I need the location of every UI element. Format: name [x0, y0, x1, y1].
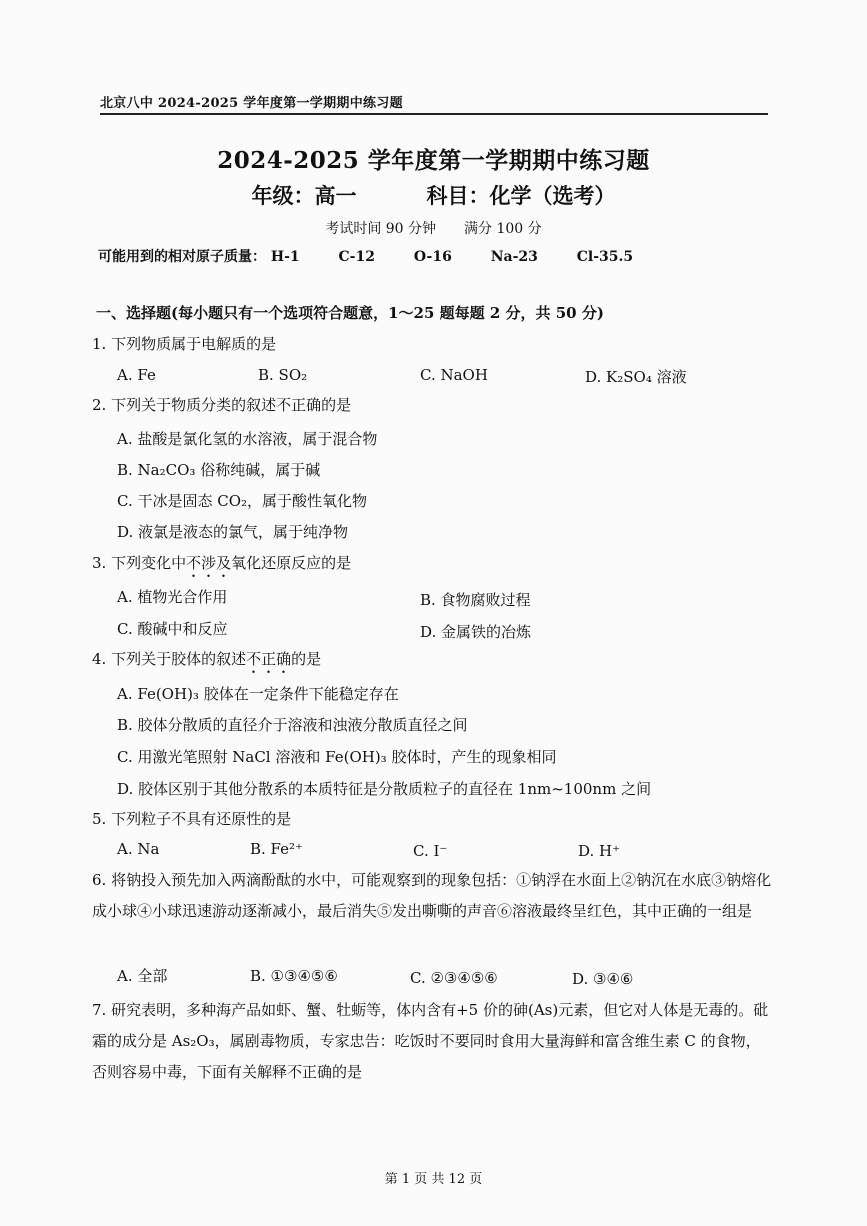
q5-option-b: B. Fe²⁺ — [250, 840, 303, 858]
q4-stem-post: 的是 — [291, 650, 322, 668]
q7-stem: 7. 研究表明，多种海产品如虾、蟹、牡蛎等，体内含有+5 价的砷(As)元素，但它对人体是无毒的。砒霜的成分是 As₂O₃，属剧毒物质，专家忠告：吃饭时不要同时食用大量海鲜和富含维生素 C 的食物，否则容易中毒，下面有关解释不正确的是 — [92, 1001, 769, 1081]
q4-option-a: A. Fe(OH)₃ 胶体在一定条件下能稳定存在 — [117, 685, 399, 703]
exam-time: 考试时间 90 分钟 — [325, 221, 437, 237]
q6-option-d: D. ③④⑥ — [572, 970, 634, 988]
q1-option-c: C. NaOH — [420, 366, 488, 384]
q6-stem: 6. 将钠投入预先加入两滴酚酞的水中，可能观察到的现象包括：①钠浮在水面上②钠沉在水底③钠熔化成小球④小球迅速游动逐渐减小，最后消失⑤发出嘶嘶的声音⑥溶液最终呈红色，其中正确的一组是 — [92, 871, 772, 920]
q1-option-b: B. SO₂ — [258, 366, 308, 384]
mass-cl: Cl-35.5 — [576, 249, 634, 265]
q4-stem — [92, 648, 321, 677]
q6-option-a: A. 全部 — [117, 967, 168, 985]
q3-stem-emphasis: 不涉及 — [186, 554, 232, 572]
q3-option-d: D. 金属铁的冶炼 — [420, 623, 532, 641]
q1-option-a: A. Fe — [117, 366, 156, 384]
q2-option-d: D. 液氯是液态的氯气，属于纯净物 — [117, 523, 349, 541]
q1-option-d: D. K₂SO₄ 溶液 — [585, 368, 687, 386]
masses-label: 可能用到的相对原子质量： — [98, 249, 266, 265]
q6-option-c: C. ②③④⑤⑥ — [410, 969, 498, 987]
q5-option-d: D. H⁺ — [578, 842, 621, 860]
q4-option-b: B. 胶体分散质的直径介于溶液和浊液分散质直径之间 — [117, 716, 468, 734]
exam-title: 2024-2025 学年度第一学期期中练习题 — [217, 147, 650, 174]
running-header: 北京八中 2024-2025 学年度第一学期期中练习题 — [100, 96, 403, 111]
mass-c: C-12 — [338, 249, 375, 265]
exam-subtitle — [0, 180, 867, 210]
page-footer: 第 1 页 共 12 页 — [384, 1172, 483, 1187]
q3-option-c: C. 酸碱中和反应 — [117, 620, 228, 638]
q5-stem: 5. 下列粒子不具有还原性的是 — [92, 810, 292, 828]
q3-stem-pre: 3. 下列变化中 — [92, 554, 187, 572]
q4-stem-pre: 4. 下列关于胶体的叙述 — [92, 650, 247, 668]
q4-stem-emphasis: 不正确 — [246, 650, 292, 668]
q3-stem-post: 氧化还原反应的是 — [231, 554, 352, 572]
q2-option-a: A. 盐酸是氯化氢的水溶液，属于混合物 — [117, 430, 378, 448]
q6-option-b: B. ①③④⑤⑥ — [250, 967, 338, 985]
grade-label: 年级：高一 — [251, 183, 357, 208]
atomic-masses — [98, 246, 778, 266]
exam-meta — [0, 218, 867, 238]
q3-option-a: A. 植物光合作用 — [117, 588, 228, 606]
q4-option-d: D. 胶体区别于其他分散系的本质特征是分散质粒子的直径在 1nm~100nm 之间 — [117, 780, 652, 798]
mass-h: H-1 — [270, 249, 300, 265]
q2-option-b: B. Na₂CO₃ 俗称纯碱，属于碱 — [117, 461, 321, 479]
q3-option-b: B. 食物腐败过程 — [420, 591, 531, 609]
q1-stem: 1. 下列物质属于电解质的是 — [92, 335, 277, 353]
mass-na: Na-23 — [490, 249, 538, 265]
q5-option-c: C. I⁻ — [413, 842, 448, 860]
q5-option-a: A. Na — [117, 840, 160, 858]
mass-o: O-16 — [413, 249, 452, 265]
q3-stem — [92, 552, 351, 581]
header-rule — [100, 113, 768, 115]
exam-score: 满分 100 分 — [464, 221, 542, 237]
subject-label: 科目：化学（选考） — [426, 183, 616, 208]
q2-option-c: C. 干冰是固态 CO₂，属于酸性氧化物 — [117, 492, 368, 510]
q2-stem: 2. 下列关于物质分类的叙述不正确的是 — [92, 396, 352, 414]
section-title: 一、选择题(每小题只有一个选项符合题意，1～25 题每题 2 分，共 50 分) — [96, 304, 604, 322]
q4-option-c: C. 用激光笔照射 NaCl 溶液和 Fe(OH)₃ 胶体时，产生的现象相同 — [117, 748, 557, 766]
